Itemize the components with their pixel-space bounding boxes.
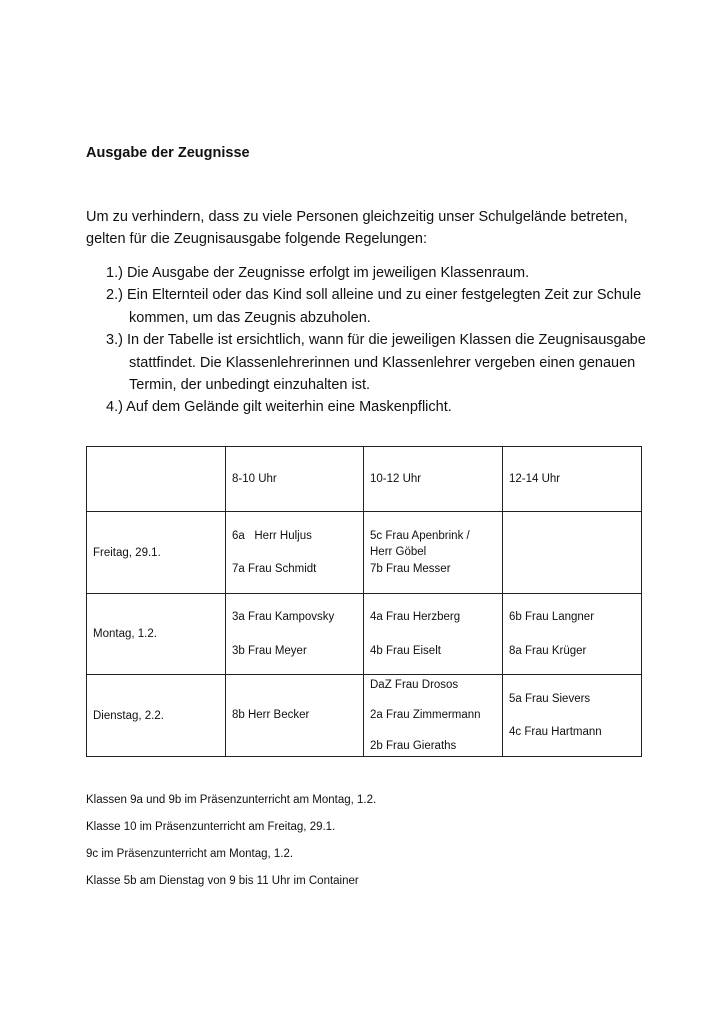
rule-text: Die Ausgabe der Zeugnisse erfolgt im jeweiligen Klassenraum. [126, 265, 530, 281]
rule-item [106, 329, 646, 396]
class-entry: 2b Frau Gieraths [370, 739, 457, 752]
slot-cell-empty [503, 512, 642, 594]
header-cell-8-10: 8-10 Uhr [226, 447, 364, 512]
class-entry: 8a Frau Krüger [509, 644, 587, 657]
rule-number: 3.) [106, 332, 123, 349]
slot-cell [226, 594, 364, 675]
class-entry: 7b Frau Messer [370, 562, 451, 575]
slot-cell [503, 675, 642, 757]
rule-number: 1.) [106, 265, 123, 281]
day-cell: Montag, 1.2. [87, 594, 226, 675]
slot-cell [226, 675, 364, 757]
intro-paragraph: Um zu verhindern, dass zu viele Personen gleichzeitig unser Schulgelände betreten, gelten für die Zeugnisausgabe folgende Regelungen: [86, 209, 628, 247]
day-cell: Freitag, 29.1. [87, 512, 226, 594]
class-entry: Herr Göbel [370, 546, 427, 559]
rule-number: 4.) [106, 399, 123, 416]
schedule-table [86, 446, 642, 757]
footnote: Klasse 10 im Präsenzunterricht am Freitag, 29.1. [86, 821, 336, 833]
slot-cell [226, 512, 364, 594]
header-cell-10-12: 10-12 Uhr [364, 447, 503, 512]
class-entry: 2a Frau Zimmermann [370, 709, 481, 722]
footnote: Klassen 9a und 9b im Präsenzunterricht am Montag, 1.2. [86, 794, 377, 806]
class-entry: DaZ Frau Drosos [370, 678, 459, 691]
document-title: Ausgabe der Zeugnisse [86, 145, 250, 161]
class-entry: 5a Frau Sievers [509, 692, 591, 705]
day-cell: Dienstag, 2.2. [87, 675, 226, 757]
class-entry: 7a Frau Schmidt [232, 563, 317, 575]
class-entry: 4c Frau Hartmann [509, 726, 602, 738]
rules-list [106, 262, 646, 419]
class-entry: 3a Frau Kampovsky [232, 611, 335, 623]
slot-cell [364, 512, 503, 594]
table-row-tuesday [87, 675, 642, 757]
class-entry: 5c Frau Apenbrink / [370, 529, 470, 542]
class-entry: 3b Frau Meyer [232, 644, 307, 657]
slot-cell [364, 675, 503, 757]
header-cell-empty [87, 447, 226, 512]
rule-item [106, 396, 646, 418]
class-entry: 4a Frau Herzberg [370, 611, 461, 623]
rule-item [106, 262, 646, 284]
rule-number: 2.) [106, 287, 123, 304]
table-row-friday [87, 512, 642, 594]
class-entry: 4b Frau Eiselt [370, 644, 441, 657]
class-entry: 8b Herr Becker [232, 709, 310, 722]
table-row-monday [87, 594, 642, 675]
rule-item [106, 284, 646, 329]
rule-text: Auf dem Gelände gilt weiterhin eine Maskenpflicht. [126, 399, 452, 416]
rule-text: Ein Elternteil oder das Kind soll alleine und zu einer festgelegten Zeit zur Schule kommen, um das Zeugnis abzuholen. [126, 287, 642, 326]
class-entry: 6b Frau Langner [509, 611, 595, 623]
footnote: 9c im Präsenzunterricht am Montag, 1.2. [86, 848, 294, 860]
rule-text: In der Tabelle ist ersichtlich, wann für die jeweiligen Klassen die Zeugnisausgabe stattfindet. Die Klassenlehrerinnen und Klassenlehrer vergeben einen genauen Termin, der unbedingt einzuhalten ist. [126, 332, 646, 394]
slot-cell [364, 594, 503, 675]
table-header-row [87, 447, 642, 512]
header-cell-12-14: 12-14 Uhr [503, 447, 642, 512]
slot-cell [503, 594, 642, 675]
footnote: Klasse 5b am Dienstag von 9 bis 11 Uhr im Container [86, 875, 359, 887]
class-entry: 6a Herr Huljus [232, 529, 312, 542]
